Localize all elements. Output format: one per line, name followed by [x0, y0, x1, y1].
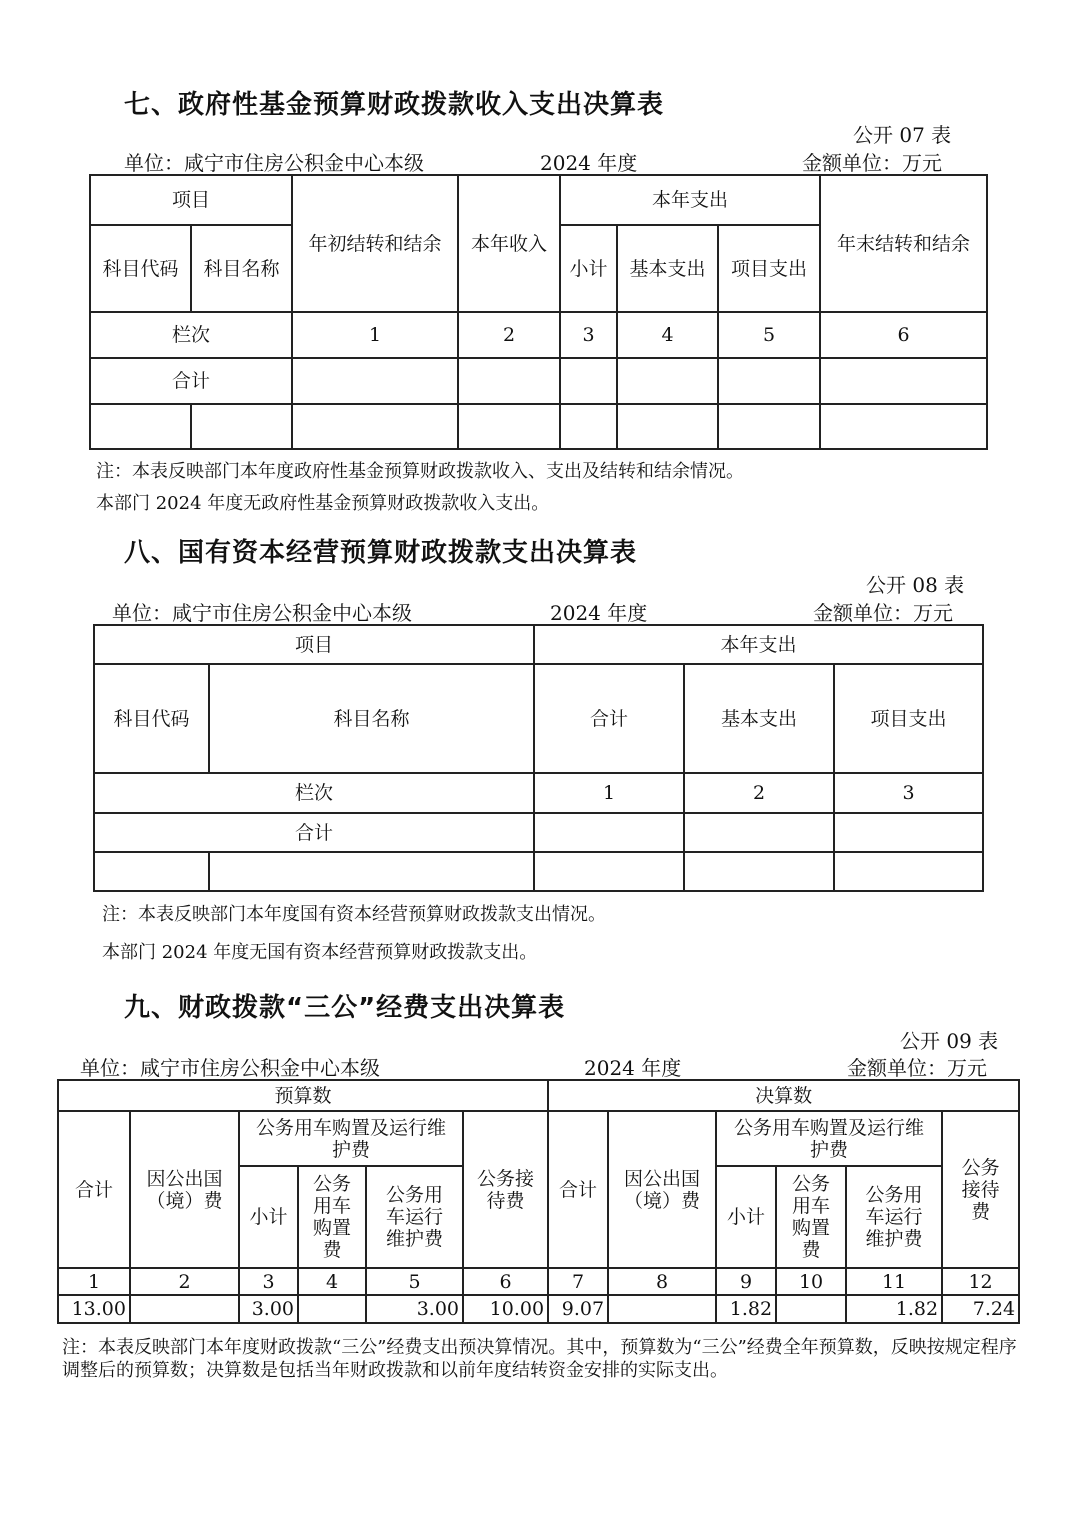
s7-header-project: 项目	[90, 175, 292, 225]
s7-col-num: 5	[718, 312, 820, 358]
s7-col-num: 4	[617, 312, 718, 358]
s9-title: 九、财政拨款“三公”经费支出决算表	[124, 993, 566, 1023]
s9-value-final-reception: 7.24	[942, 1295, 1019, 1323]
s9-budget-total-header: 合计	[58, 1111, 130, 1268]
s9-col-num: 8	[608, 1268, 716, 1295]
s8-col-num: 3	[834, 773, 983, 813]
s9-value-budget-abroad	[130, 1295, 239, 1323]
s9-col-num: 5	[366, 1268, 463, 1295]
s9-table	[57, 1079, 1020, 1324]
s8-header-project: 项目	[94, 625, 534, 664]
s9-value-budget-vehicle-subtotal: 3.00	[239, 1295, 298, 1323]
s7-year: 2024 年度	[540, 151, 638, 175]
s7-empty-row	[90, 404, 987, 449]
s8-header-name: 科目名称	[209, 664, 534, 773]
s8-col-num: 1	[534, 773, 684, 813]
s9-final-purchase-header: 公务用车购置费	[776, 1166, 846, 1268]
s9-budget-operation-header: 公务用车运行维护费	[366, 1166, 463, 1268]
s9-final-abroad-header: 因公出国（境）费	[608, 1111, 716, 1268]
s9-final-vehicle-header: 公务用车购置及运行维护费	[716, 1111, 942, 1166]
s8-empty-row	[94, 852, 983, 891]
s9-year: 2024 年度	[584, 1056, 682, 1080]
s9-final-subtotal-header: 小计	[716, 1166, 776, 1268]
s9-final-operation-header: 公务用车运行维护费	[846, 1166, 942, 1268]
s8-header-code: 科目代码	[94, 664, 209, 773]
s9-unit: 单位：咸宁市住房公积金中心本级	[80, 1056, 380, 1080]
s9-col-num: 7	[548, 1268, 608, 1295]
s7-col-num: 1	[292, 312, 458, 358]
s8-table-code: 公开 08 表	[866, 573, 965, 597]
s7-col-num: 2	[458, 312, 560, 358]
s9-note: 注：本表反映部门本年度财政拨款“三公”经费支出预决算情况。其中，预算数为“三公”经费全年预算数，反映按规定程序调整后的预算数；决算数是包括当年财政拨款和以前年度结转资金安排的实际支出。	[62, 1337, 1017, 1381]
s7-col-num: 6	[820, 312, 987, 358]
s9-value-final-total: 9.07	[548, 1295, 608, 1323]
s8-unit: 单位：咸宁市住房公积金中心本级	[112, 601, 412, 625]
s9-col-num: 1	[58, 1268, 130, 1295]
s8-title: 八、国有资本经营预算财政拨款支出决算表	[124, 538, 638, 568]
s7-table-code: 公开 07 表	[853, 123, 952, 147]
s8-header-basic: 基本支出	[684, 664, 834, 773]
s9-value-budget-reception: 10.00	[463, 1295, 548, 1323]
s7-header-name: 科目名称	[191, 225, 292, 312]
s8-header-expense: 本年支出	[534, 625, 983, 664]
s9-table-code: 公开 09 表	[900, 1029, 999, 1053]
s9-header-budget: 预算数	[58, 1080, 548, 1111]
s9-value-final-vehicle-purchase	[776, 1295, 846, 1323]
s9-col-num: 9	[716, 1268, 776, 1295]
s9-col-num: 2	[130, 1268, 239, 1295]
s9-header-final: 决算数	[548, 1080, 1019, 1111]
s7-col-num: 3	[560, 312, 617, 358]
s7-header-proj: 项目支出	[718, 225, 820, 312]
s8-total-label: 合计	[94, 813, 534, 852]
s7-header-expense: 本年支出	[560, 175, 820, 225]
s9-budget-vehicle-header: 公务用车购置及运行维护费	[239, 1111, 463, 1166]
s8-table	[93, 624, 984, 892]
s7-amount-unit: 金额单位：万元	[802, 151, 942, 175]
s8-header-total: 合计	[534, 664, 684, 773]
s7-note-none: 本部门 2024 年度无政府性基金预算财政拨款收入支出。	[96, 493, 550, 514]
s8-col-num: 2	[684, 773, 834, 813]
s7-table	[89, 174, 988, 450]
s9-col-num: 12	[942, 1268, 1019, 1295]
s9-value-row	[58, 1295, 1019, 1323]
s7-title: 七、政府性基金预算财政拨款收入支出决算表	[124, 90, 665, 120]
s7-total-label: 合计	[90, 358, 292, 404]
s9-budget-purchase-header: 公务用车购置费	[298, 1166, 366, 1268]
s7-header-income: 本年收入	[458, 175, 560, 312]
s8-amount-unit: 金额单位：万元	[813, 601, 953, 625]
s9-col-num: 6	[463, 1268, 548, 1295]
s9-col-num: 4	[298, 1268, 366, 1295]
s9-col-num: 10	[776, 1268, 846, 1295]
s9-final-reception-header: 公务接待费	[942, 1111, 1019, 1268]
s7-note: 注：本表反映部门本年度政府性基金预算财政拨款收入、支出及结转和结余情况。	[96, 461, 744, 482]
s7-col-row-label: 栏次	[90, 312, 292, 358]
s9-budget-abroad-header: 因公出国（境）费	[130, 1111, 239, 1268]
s9-final-total-header: 合计	[548, 1111, 608, 1268]
s9-value-budget-vehicle-purchase	[298, 1295, 366, 1323]
s9-value-final-vehicle-operation: 1.82	[846, 1295, 942, 1323]
s9-budget-reception-header: 公务接待费	[463, 1111, 548, 1268]
s8-year: 2024 年度	[550, 601, 648, 625]
s7-header-code: 科目代码	[90, 225, 191, 312]
s8-note-none: 本部门 2024 年度无国有资本经营预算财政拨款支出。	[102, 942, 538, 963]
s7-header-end-balance: 年末结转和结余	[820, 175, 987, 312]
s7-header-basic: 基本支出	[617, 225, 718, 312]
s7-header-subtotal: 小计	[560, 225, 617, 312]
s7-unit: 单位：咸宁市住房公积金中心本级	[124, 151, 424, 175]
s9-amount-unit: 金额单位：万元	[847, 1056, 987, 1080]
s9-value-final-abroad	[608, 1295, 716, 1323]
s9-value-budget-vehicle-operation: 3.00	[366, 1295, 463, 1323]
s9-value-budget-total: 13.00	[58, 1295, 130, 1323]
s8-note: 注：本表反映部门本年度国有资本经营预算财政拨款支出情况。	[102, 904, 606, 925]
s9-value-final-vehicle-subtotal: 1.82	[716, 1295, 776, 1323]
s7-header-begin-balance: 年初结转和结余	[292, 175, 458, 312]
s8-col-row-label: 栏次	[94, 773, 534, 813]
s9-budget-subtotal-header: 小计	[239, 1166, 298, 1268]
s9-col-num: 3	[239, 1268, 298, 1295]
s9-col-num: 11	[846, 1268, 942, 1295]
s8-header-proj: 项目支出	[834, 664, 983, 773]
